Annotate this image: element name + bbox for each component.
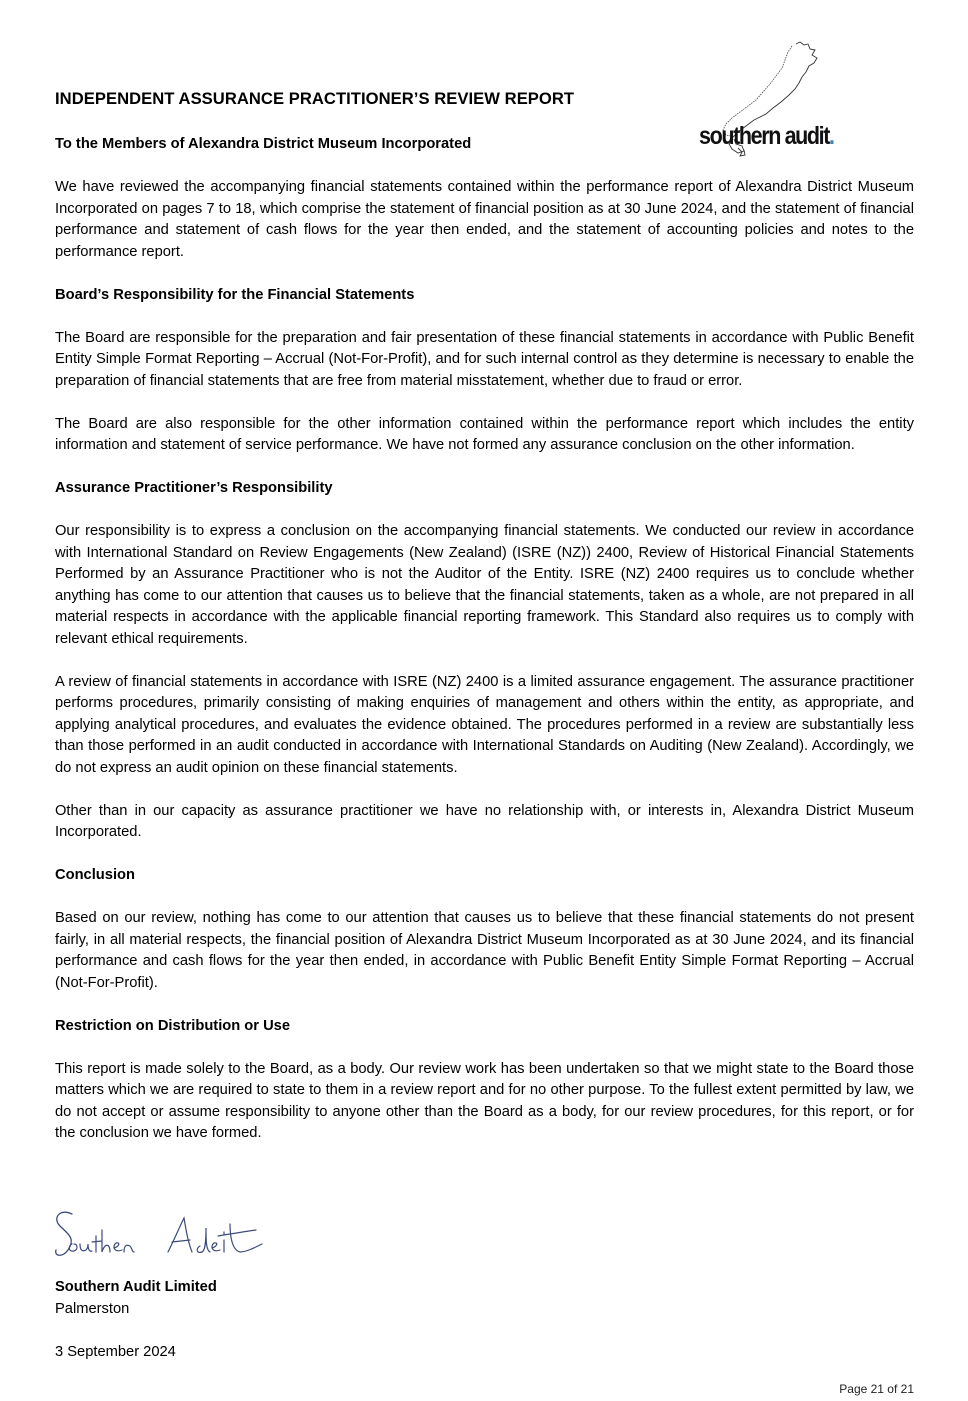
- logo-wordmark: southern audit.: [699, 122, 834, 150]
- board-paragraph-2: The Board are also responsible for the other information contained within the performance report which includes the entity information and statement of service performance. We have not formed any assurance conclusion on the other information.: [55, 415, 914, 453]
- addressee-heading: To the Members of Alexandra District Museum Incorporated: [55, 136, 472, 152]
- page-number: Page 21 of 21: [839, 1382, 914, 1396]
- signatory-location: Palmerston: [55, 1301, 130, 1317]
- report-date: 3 September 2024: [55, 1344, 176, 1360]
- restriction-paragraph: This report is made solely to the Board, as a body. Our review work has been undertaken so that we might state to the Board those matters which we are required to state to them in a review report and for no other purpose. To the fullest extent permitted by law, we do not accept or assume responsibility to anyone other than the Board as a body, for our review procedures, for this report, or for the conclusion we have formed.: [55, 1060, 914, 1141]
- board-responsibility-heading: Board’s Responsibility for the Financial Statements: [55, 286, 415, 303]
- practitioner-paragraph-3: Other than in our capacity as assurance practitioner we have no relationship with, or interests in, Alexandra District Museum Incorporated.: [55, 802, 914, 840]
- signatory-name: Southern Audit Limited: [55, 1279, 217, 1295]
- board-paragraph-1: The Board are responsible for the preparation and fair presentation of these financial statements in accordance with Public Benefit Entity Simple Format Reporting – Accrual (Not-For-Profit), and for such internal control as they determine is necessary to enable the preparation of financial statements that are free from material misstatement, whether due to fraud or error.: [55, 329, 914, 389]
- page-title: INDEPENDENT ASSURANCE PRACTITIONER’S REVIEW REPORT: [55, 89, 575, 108]
- handwritten-signature: [50, 1206, 270, 1266]
- report-body: [55, 134, 914, 1145]
- practitioner-paragraph-1: Our responsibility is to express a conclusion on the accompanying financial statements. We conducted our review in accordance with International Standard on Review Engagements (New Zealand) (ISRE (NZ)) 2400, Review of Historical Financial Statements Performed by an Assurance Practitioner who is not the Auditor of the Entity. ISRE (NZ) 2400 requires us to conclude whether anything has come to our attention that causes us to believe that the financial statements, taken as a whole, are not prepared in all material respects in accordance with the applicable financial reporting framework. This Standard also requires us to comply with relevant ethical requirements.: [55, 523, 914, 647]
- intro-paragraph: We have reviewed the accompanying financial statements contained within the performance report of Alexandra District Museum Incorporated on pages 7 to 18, which comprise the statement of financial position as at 30 June 2024, and the statement of financial performance and statement of cash flows for the year then ended, and the statement of accounting policies and notes to the performance report.: [55, 179, 914, 260]
- conclusion-paragraph: Based on our review, nothing has come to our attention that causes us to believe that these financial statements do not present fairly, in all material respects, the financial position of Alexandra District Museum Incorporated as at 30 June 2024, and its financial performance and cash flows for the year then ended, in accordance with Public Benefit Entity Simple Format Reporting – Accrual (Not-For-Profit).: [55, 910, 914, 991]
- practitioner-responsibility-heading: Assurance Practitioner’s Responsibility: [55, 480, 333, 496]
- practitioner-paragraph-2: A review of financial statements in accordance with ISRE (NZ) 2400 is a limited assurance engagement. The assurance practitioner performs procedures, primarily consisting of making enquiries of management and others within the entity, as appropriate, and applying analytical procedures, and evaluates the evidence obtained. The procedures performed in a review are substantially less than those performed in an audit conducted in accordance with International Standards on Auditing (New Zealand). Accordingly, we do not express an audit opinion on these financial statements.: [55, 673, 914, 776]
- conclusion-heading: Conclusion: [55, 867, 135, 883]
- restriction-heading: Restriction on Distribution or Use: [55, 1017, 291, 1034]
